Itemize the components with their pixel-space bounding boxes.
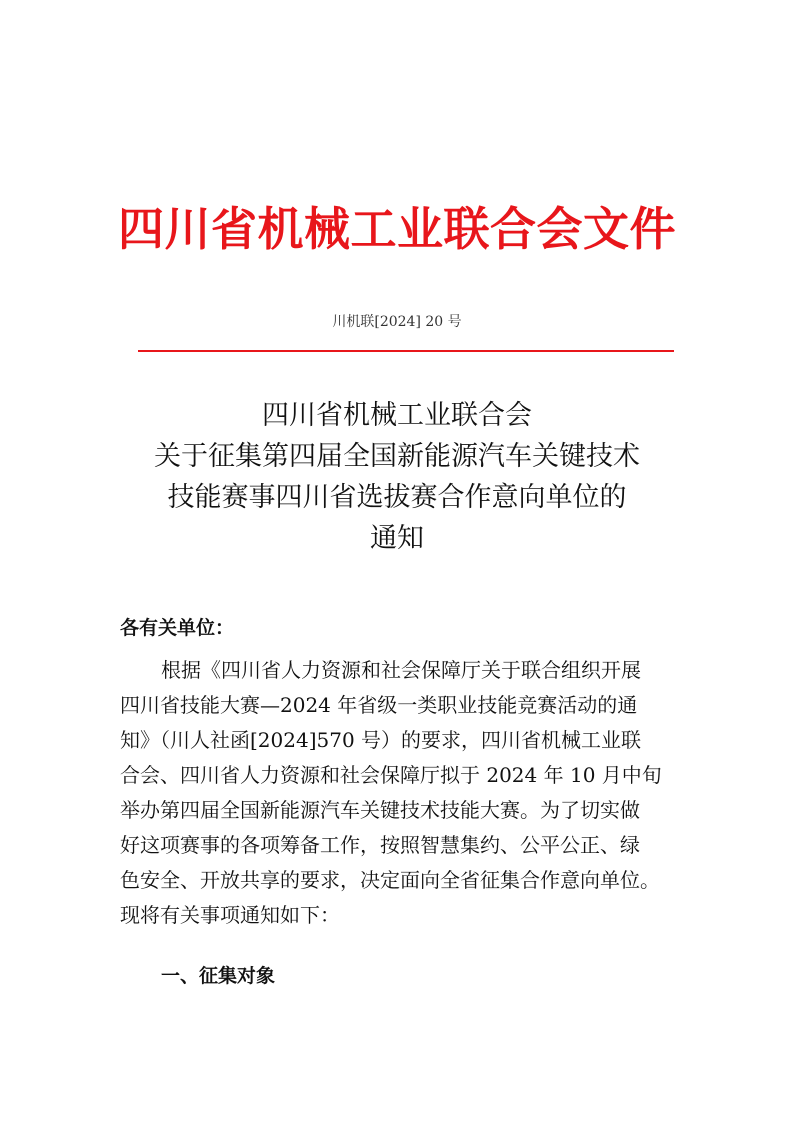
header-divider (138, 350, 674, 352)
document-number: 川机联[2024] 20 号 (332, 314, 462, 330)
notice-title-line: 技能赛事四川省选拔赛合作意向单位的 (167, 482, 627, 513)
paragraph-line: 根据《四川省人力资源和社会保障厅关于联合组织开展 (161, 658, 641, 682)
notice-title-line: 四川省机械工业联合会 (262, 400, 532, 431)
notice-title (0, 395, 794, 559)
paragraph-line: 现将有关事项通知如下： (120, 903, 340, 927)
paragraph-line: 举办第四届全国新能源汽车关键技术技能大赛。为了切实做 (120, 798, 640, 822)
paragraph-line: 色安全、开放共享的要求，决定面向全省征集合作意向单位。 (120, 868, 660, 892)
paragraph-line: 四川省技能大赛—2024 年省级一类职业技能竞赛活动的通 (120, 693, 638, 717)
paragraph-line: 知》（川人社函[2024]570 号）的要求，四川省机械工业联 (120, 728, 642, 752)
section-heading: 一、征集对象 (161, 965, 276, 987)
body-paragraph (120, 653, 685, 933)
salutation: 各有关单位： (120, 617, 235, 639)
notice-title-line: 通知 (370, 523, 424, 554)
paragraph-line: 合会、四川省人力资源和社会保障厅拟于 2024 年 10 月中旬 (120, 763, 662, 787)
notice-title-line: 关于征集第四届全国新能源汽车关键技术 (154, 441, 640, 472)
paragraph-line: 好这项赛事的各项筹备工作，按照智慧集约、公平公正、绿 (120, 833, 640, 857)
document-header-title: 四川省机械工业联合会文件 (118, 202, 676, 256)
